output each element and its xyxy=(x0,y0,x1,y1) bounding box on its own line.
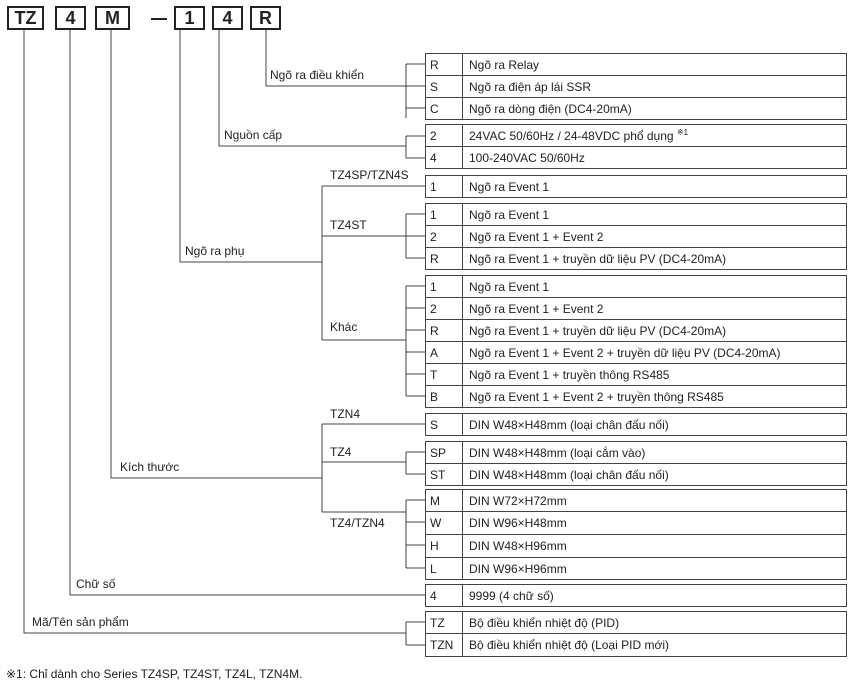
group-label-control-output: Ngõ ra điều khiển xyxy=(270,68,365,82)
row-code: R xyxy=(430,323,439,338)
group-label-product: Mã/Tên sản phẩm xyxy=(32,615,129,629)
row-desc: 9999 (4 chữ số) xyxy=(469,588,554,603)
row-code: H xyxy=(430,538,439,553)
row-code: ST xyxy=(430,467,446,482)
model-segment-tz: TZ xyxy=(7,6,44,30)
row-desc-text: 24VAC 50/60Hz / 24-48VDC phổ dụng xyxy=(469,129,674,143)
row-desc: DIN W72×H72mm xyxy=(469,493,567,508)
subgroup-label-tz4: TZ4 xyxy=(330,445,352,459)
row-desc: Ngõ ra Event 1 + truyền dữ liệu PV (DC4-20mA) xyxy=(469,323,727,338)
row-code: 2 xyxy=(430,229,437,244)
subgroup-label-tz4sp-tzn4s: TZ4SP/TZN4S xyxy=(330,168,409,182)
row-desc: Ngõ ra Event 1 + Event 2 + truyền dữ liệu PV (DC4-20mA) xyxy=(469,345,781,360)
row-code: 1 xyxy=(430,179,437,194)
subgroup-label-other: Khác xyxy=(330,320,358,334)
row-desc: Bộ điều khiển nhiệt độ (Loại PID mới) xyxy=(469,637,669,652)
model-segment-control-output: R xyxy=(250,6,281,30)
model-segment-power: 4 xyxy=(212,6,243,30)
row-desc: Ngõ ra dòng điện (DC4-20mA) xyxy=(469,101,632,116)
row-desc: DIN W96×H48mm xyxy=(469,515,567,530)
footnote: ※1: Chỉ dành cho Series TZ4SP, TZ4ST, TZ4L, TZN4M. xyxy=(6,667,303,681)
row-desc: Ngõ ra Event 1 xyxy=(469,207,550,222)
row-code: 4 xyxy=(430,588,437,603)
subgroup-label-tz4-tzn4: TZ4/TZN4 xyxy=(330,516,385,530)
row-code: 2 xyxy=(430,301,437,316)
row-code: R xyxy=(430,251,439,266)
row-desc: DIN W96×H96mm xyxy=(469,561,567,576)
row-desc: Bộ điều khiển nhiệt độ (PID) xyxy=(469,615,620,630)
row-desc: Ngõ ra Event 1 + Event 2 + truyền thông RS485 xyxy=(469,389,724,404)
row-code: 1 xyxy=(430,279,437,294)
row-desc: Ngõ ra Relay xyxy=(469,57,540,72)
row-code: C xyxy=(430,101,439,116)
row-code: 1 xyxy=(430,207,437,222)
row-code: W xyxy=(430,515,442,530)
group-label-power: Nguồn cấp xyxy=(224,128,283,142)
group-label-size: Kích thước xyxy=(120,460,180,474)
row-code: R xyxy=(430,57,439,72)
row-desc: Ngõ ra Event 1 + truyền thông RS485 xyxy=(469,367,670,382)
group-label-sub-output: Ngõ ra phụ xyxy=(185,244,245,258)
subgroup-label-tzn4: TZN4 xyxy=(330,407,360,421)
row-desc xyxy=(469,128,688,143)
option-table xyxy=(426,0,846,660)
row-desc: DIN W48×H48mm (loại chân đấu nối) xyxy=(469,467,669,482)
row-code: 2 xyxy=(430,128,437,143)
row-desc: DIN W48×H96mm xyxy=(469,538,567,553)
row-code: TZ xyxy=(430,615,445,630)
row-code: 4 xyxy=(430,150,437,165)
row-desc: DIN W48×H48mm (loại cắm vào) xyxy=(469,445,646,460)
subgroup-label-tz4st: TZ4ST xyxy=(330,218,367,232)
row-code: B xyxy=(430,389,439,404)
row-desc: 100-240VAC 50/60Hz xyxy=(469,150,585,165)
footnote-marker: ※1 xyxy=(676,128,689,137)
row-code: TZN xyxy=(430,637,454,652)
row-desc: Ngõ ra Event 1 xyxy=(469,179,550,194)
row-code: M xyxy=(430,493,440,508)
row-desc: Ngõ ra Event 1 xyxy=(469,279,550,294)
row-code: L xyxy=(430,561,437,576)
model-segment-sub-output: 1 xyxy=(174,6,205,30)
row-desc: Ngõ ra Event 1 + Event 2 xyxy=(469,229,604,244)
row-code: S xyxy=(430,79,439,94)
row-code: S xyxy=(430,417,439,432)
row-desc: Ngõ ra Event 1 + truyền dữ liệu PV (DC4-20mA) xyxy=(469,251,727,266)
row-code: A xyxy=(430,345,439,360)
row-desc: Ngõ ra điện áp lái SSR xyxy=(469,79,592,94)
model-segment-digits: 4 xyxy=(55,6,86,30)
model-segment-size: M xyxy=(95,6,130,30)
group-label-digits: Chữ số xyxy=(76,577,116,591)
row-desc: Ngõ ra Event 1 + Event 2 xyxy=(469,301,604,316)
row-code: T xyxy=(430,367,438,382)
row-code: SP xyxy=(430,445,447,460)
row-desc: DIN W48×H48mm (loại chân đấu nối) xyxy=(469,417,669,432)
